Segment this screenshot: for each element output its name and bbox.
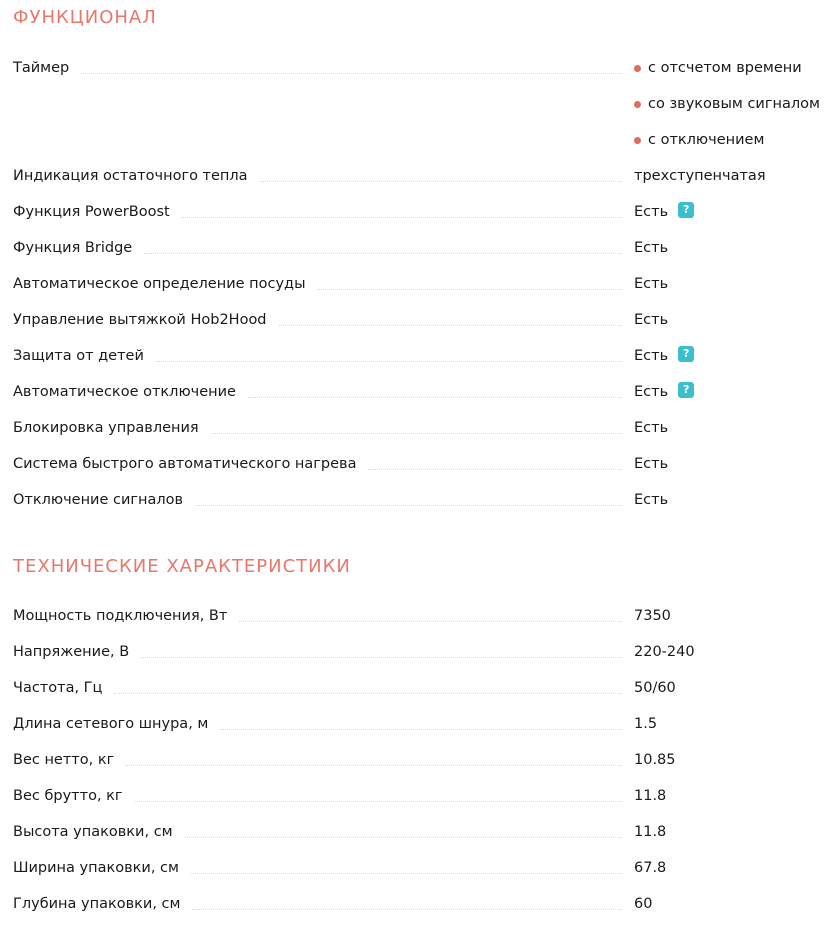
spec-row — [13, 820, 830, 856]
spec-label: Система быстрого автоматического нагрева — [13, 456, 357, 472]
spec-label-cell — [13, 344, 622, 368]
spec-row — [13, 380, 830, 416]
spec-label-cell — [13, 452, 622, 476]
spec-row — [13, 308, 830, 344]
spec-value-bullet-item — [634, 56, 820, 92]
spec-row — [13, 200, 830, 236]
dotted-leader-divider — [141, 657, 622, 658]
spec-value-cell — [622, 676, 676, 712]
spec-value: 50/60 — [634, 680, 676, 696]
spec-label: Вес брутто, кг — [13, 788, 123, 804]
spec-value-line — [634, 272, 668, 308]
dotted-leader-divider — [248, 397, 622, 398]
spec-label: Глубина упаковки, см — [13, 896, 181, 912]
bullet-dot-icon — [634, 65, 641, 72]
spec-value-line — [634, 164, 766, 200]
spec-value-cell — [622, 416, 668, 452]
question-help-icon[interactable]: ? — [678, 346, 694, 362]
spec-label-cell — [13, 748, 622, 772]
spec-row — [13, 56, 830, 164]
spec-label-cell — [13, 640, 622, 664]
spec-label-cell — [13, 712, 622, 736]
dotted-leader-divider — [126, 765, 622, 766]
dotted-leader-divider — [144, 253, 622, 254]
dotted-leader-divider — [318, 289, 622, 290]
dotted-leader-divider — [185, 837, 622, 838]
spec-label-cell — [13, 820, 622, 844]
question-help-icon[interactable]: ? — [678, 382, 694, 398]
dotted-leader-divider — [195, 505, 622, 506]
spec-label-cell — [13, 56, 622, 80]
spec-label: Вес нетто, кг — [13, 752, 115, 768]
spec-row — [13, 640, 830, 676]
spec-value: 11.8 — [634, 788, 667, 804]
spec-row — [13, 604, 830, 640]
spec-value: Есть — [634, 492, 669, 508]
spec-value-line — [634, 676, 676, 712]
bullet-dot-icon — [634, 137, 641, 144]
spec-row — [13, 784, 830, 820]
spec-label: Частота, Гц — [13, 680, 103, 696]
spec-value-line — [634, 640, 695, 676]
spec-label-cell — [13, 200, 622, 224]
spec-label-cell — [13, 488, 622, 512]
dotted-leader-divider — [211, 433, 622, 434]
spec-value-line — [634, 416, 668, 452]
spec-value-cell — [622, 640, 695, 676]
spec-row — [13, 856, 830, 892]
spec-row — [13, 488, 830, 524]
spec-row — [13, 344, 830, 380]
dotted-leader-divider — [135, 801, 622, 802]
spec-label: Ширина упаковки, см — [13, 860, 179, 876]
spec-label: Длина сетевого шнура, м — [13, 716, 209, 732]
spec-label: Мощность подключения, Вт — [13, 608, 228, 624]
spec-value-cell — [622, 56, 820, 164]
question-help-icon[interactable]: ? — [678, 202, 694, 218]
spec-value-cell — [622, 604, 671, 640]
functional-spec-list — [13, 56, 830, 524]
spec-row — [13, 272, 830, 308]
spec-value: 60 — [634, 896, 653, 912]
spec-value: 220-240 — [634, 644, 695, 660]
spec-value-cell — [622, 784, 666, 820]
spec-value: Есть — [634, 456, 669, 472]
spec-value: 10.85 — [634, 752, 676, 768]
spec-value-cell — [622, 344, 694, 380]
dotted-leader-divider — [81, 73, 622, 74]
dotted-leader-divider — [220, 729, 622, 730]
spec-value-line — [634, 784, 666, 820]
spec-value: 1.5 — [634, 716, 658, 732]
spec-label: Высота упаковки, см — [13, 824, 173, 840]
spec-value-cell — [622, 272, 668, 308]
dotted-leader-divider — [239, 621, 622, 622]
spec-value: Есть — [634, 240, 669, 256]
section-title-technical: ТЕХНИЧЕСКИЕ ХАРАКТЕРИСТИКИ — [13, 556, 351, 577]
spec-row — [13, 748, 830, 784]
spec-value: трехступенчатая — [634, 168, 766, 184]
spec-label: Автоматическое отключение — [13, 384, 236, 400]
dotted-leader-divider — [191, 873, 622, 874]
spec-label: Таймер — [13, 60, 70, 76]
spec-value: со звуковым сигналом — [648, 96, 820, 112]
bullet-dot-icon — [634, 101, 641, 108]
spec-value: 11.8 — [634, 824, 667, 840]
spec-value-line — [634, 856, 666, 892]
spec-label-cell — [13, 416, 622, 440]
spec-label: Отключение сигналов — [13, 492, 184, 508]
spec-label: Функция PowerBoost — [13, 204, 170, 220]
spec-value: Есть — [634, 312, 669, 328]
spec-value: Есть — [634, 348, 669, 364]
spec-value-cell — [622, 380, 694, 416]
spec-value-bullet-item — [634, 92, 820, 128]
spec-value: 7350 — [634, 608, 671, 624]
spec-label: Автоматическое определение посуды — [13, 276, 306, 292]
spec-value: Есть — [634, 276, 669, 292]
spec-value-line — [634, 892, 652, 928]
spec-value-line — [634, 200, 694, 236]
dotted-leader-divider — [182, 217, 622, 218]
spec-value-cell — [622, 712, 657, 748]
spec-row — [13, 676, 830, 712]
spec-label: Функция Bridge — [13, 240, 133, 256]
spec-value: Есть — [634, 420, 669, 436]
spec-row — [13, 164, 830, 200]
dotted-leader-divider — [260, 181, 622, 182]
spec-value: с отключением — [648, 132, 765, 148]
spec-value-cell — [622, 488, 668, 524]
section-title-functional: ФУНКЦИОНАЛ — [13, 7, 157, 28]
spec-value-line — [634, 308, 668, 344]
spec-value: Есть — [634, 384, 669, 400]
spec-row — [13, 416, 830, 452]
spec-value-cell — [622, 308, 668, 344]
spec-value-line — [634, 344, 694, 380]
spec-value-cell — [622, 820, 666, 856]
spec-value: Есть — [634, 204, 669, 220]
spec-label: Индикация остаточного тепла — [13, 168, 248, 184]
spec-row — [13, 236, 830, 272]
spec-label: Управление вытяжкой Hob2Hood — [13, 312, 267, 328]
spec-value-line — [634, 820, 666, 856]
spec-label-cell — [13, 676, 622, 700]
spec-row — [13, 892, 830, 928]
spec-value-line — [634, 452, 668, 488]
technical-spec-list — [13, 604, 830, 928]
spec-value-cell — [622, 452, 668, 488]
spec-value-cell — [622, 200, 694, 236]
spec-row — [13, 452, 830, 488]
spec-value-bullet-item — [634, 128, 820, 164]
spec-row — [13, 712, 830, 748]
spec-label-cell — [13, 856, 622, 880]
spec-value-line — [634, 380, 694, 416]
spec-value-line — [634, 748, 676, 784]
spec-label-cell — [13, 272, 622, 296]
spec-label-cell — [13, 892, 622, 916]
spec-value-cell — [622, 236, 668, 272]
spec-label-cell — [13, 308, 622, 332]
spec-label: Блокировка управления — [13, 420, 199, 436]
spec-label-cell — [13, 380, 622, 404]
spec-label: Напряжение, В — [13, 644, 130, 660]
spec-value: с отсчетом времени — [648, 60, 802, 76]
spec-value-cell — [622, 892, 652, 928]
dotted-leader-divider — [192, 909, 622, 910]
spec-label: Защита от детей — [13, 348, 144, 364]
spec-value-line — [634, 712, 657, 748]
spec-label-cell — [13, 784, 622, 808]
spec-value-cell — [622, 856, 666, 892]
dotted-leader-divider — [156, 361, 622, 362]
spec-value-line — [634, 604, 671, 640]
dotted-leader-divider — [114, 693, 622, 694]
spec-label-cell — [13, 164, 622, 188]
spec-value-line — [634, 488, 668, 524]
spec-label-cell — [13, 604, 622, 628]
spec-value: 67.8 — [634, 860, 667, 876]
spec-value-cell — [622, 748, 676, 784]
dotted-leader-divider — [279, 325, 622, 326]
dotted-leader-divider — [368, 469, 622, 470]
spec-value-line — [634, 236, 668, 272]
spec-value-cell — [622, 164, 766, 200]
spec-label-cell — [13, 236, 622, 260]
